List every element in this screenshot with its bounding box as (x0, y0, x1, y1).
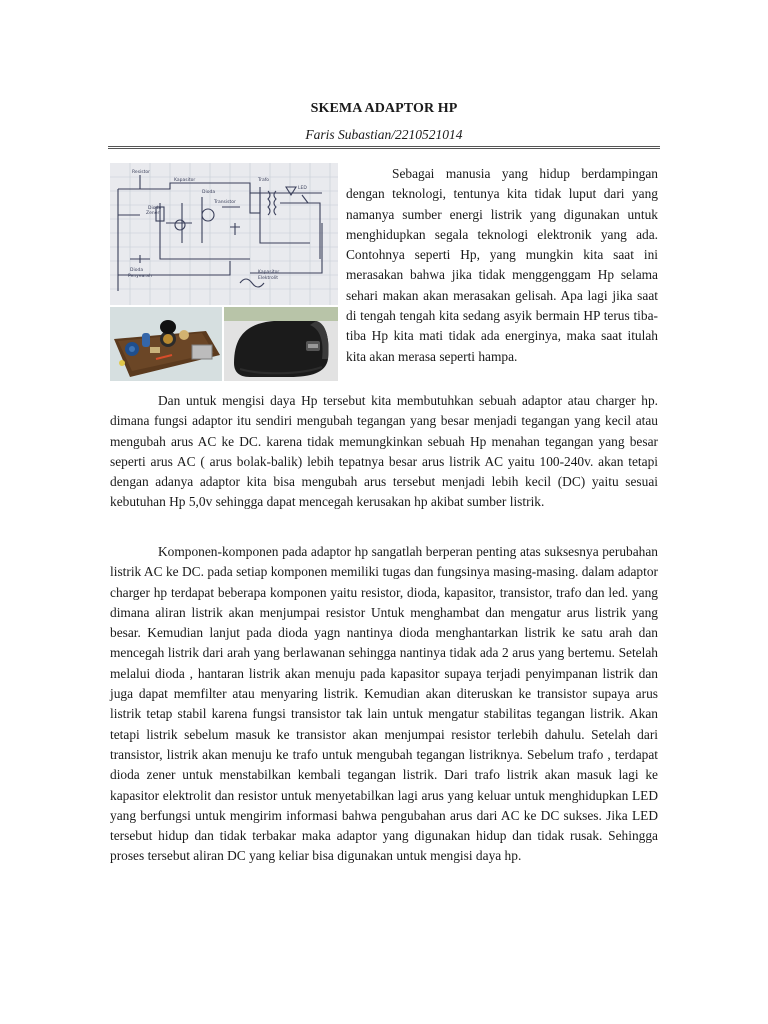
svg-text:Zener: Zener (146, 211, 160, 216)
svg-text:Resistor: Resistor (132, 170, 150, 175)
svg-text:Dioda: Dioda (130, 268, 144, 273)
paragraph-1 (346, 164, 658, 367)
svg-text:Trafo: Trafo (258, 178, 270, 183)
paragraph-3: Komponen-komponen pada adaptor hp sangatlah berperan penting atas suksesnya perubahan listrik AC ke DC. pada setiap komponen memiliki tugas dan fungsinya masing-masing. dalam adaptor charger hp terdapat beberapa komponen yaitu resistor, dioda, kapasitor, transistor, trafo dan led. yang dimana aliran listrik akan menjumpai resistor Untuk menghambat dan mengatur arus listrik yang besar. Kemudian lanjut pada dioda yagn nantinya dioda menghantarkan listrik ke satu arah dan mencegah listrik dari arah yang berlawanan sehingga nantinya tidak ada 2 arus yang bertemu. Setelah melalui dioda , hantaran listrik akan menuju pada kapasitor supaya terjadi penyimpanan listrik dan juga dapat memfilter atau menyaring listrik. Kemudian akan diteruskan ke transistor supaya arus listrik tetap stabil karena fungsi transistor tak lain untuk mengatur stabilitas tegangan listrik. Akan tetapi listrik sebelum masuk ke transistor akan menjumpai resistor terlebih dahulu. Setelah dari transistor, listrik akan menuju ke trafo untuk mengubah tegangan listriknya. Sebelum trafo , terdapat dioda zener untuk menstabilkan kembali tegangan listrik. Dari trafo listrik akan masuk lagi ke kapasitor elektrolit dan resistor untuk menyetabilkan lagi arus yang keluar untuk menghidupkan LED yang berfungsi untuk mengirim informasi bahwa pengubahan arus dari AC ke DC sukses. Jika LED tersebut hidup dan tidak terbakar maka adaptor yang digunakan hidup dan tidak rusak. Sehingga proses tersebut aliran DC yang keliar bisa digunakan untuk mengisi daya hp. (110, 544, 658, 864)
adaptor-figure (110, 163, 338, 381)
svg-text:Kapasitor: Kapasitor (258, 270, 280, 275)
svg-text:Elektrolit: Elektrolit (258, 276, 279, 281)
adaptor-photo (224, 307, 338, 381)
document-title: SKEMA ADAPTOR HP (310, 101, 458, 116)
document-author: Faris Subastian/2210521014 (305, 127, 463, 142)
paragraph-1-text: Sebagai manusia yang hidup berdampingan dengan teknologi, tentunya kita tidak luput dari yang namanya sumber energi listrik yang digunakan untuk menghidupkan segala teknologi elektronik yang ada. Contohnya seperti Hp, yang mungkin kita saat ini merasakan bahwa jika tidak menggenggam Hp selama sehari makan akan merasakan gelisah. Apa lagi jika saat di tengah tengah kita sedang asyik bermain HP terus tiba-tiba Hp kita mati tidak ada energinya, maka saat itulah kita akan merasa seperti hampa. (346, 166, 658, 364)
paragraph-2: Dan untuk mengisi daya Hp tersebut kita membutuhkan sebuah adaptor atau charger hp. dimana fungsi adaptor itu sendiri mengubah tegangan yang besar menjadi tegangan yang kecil atau mengubah arus AC ke DC. karena tidak memungkinkan sebuah Hp menahan tegangan yang besar seperti arus AC ( arus bolak-balik) lebih tepatnya besar arus listrik AC yaitu 100-240v. akan tetapi dengan adanya adaptor kita bisa mengubah arus tersebut menjadi lebih kecil (DC) yaitu sesuai kebutuhan Hp 5,0v sehingga dapat mencegah kerusakan hp akibat sumber listrik. (110, 393, 658, 510)
svg-text:LED: LED (298, 186, 307, 191)
pcb-photo (110, 307, 222, 381)
svg-text:Dioda: Dioda (202, 190, 216, 195)
svg-text:Kapasitor: Kapasitor (174, 178, 196, 183)
svg-text:Penyearah: Penyearah (128, 274, 152, 279)
schematic-sketch (110, 163, 338, 305)
header-divider (108, 146, 660, 149)
svg-text:Transistor: Transistor (214, 200, 236, 205)
svg-text:Dioda: Dioda (148, 206, 162, 211)
schematic-and-photos (110, 163, 338, 381)
